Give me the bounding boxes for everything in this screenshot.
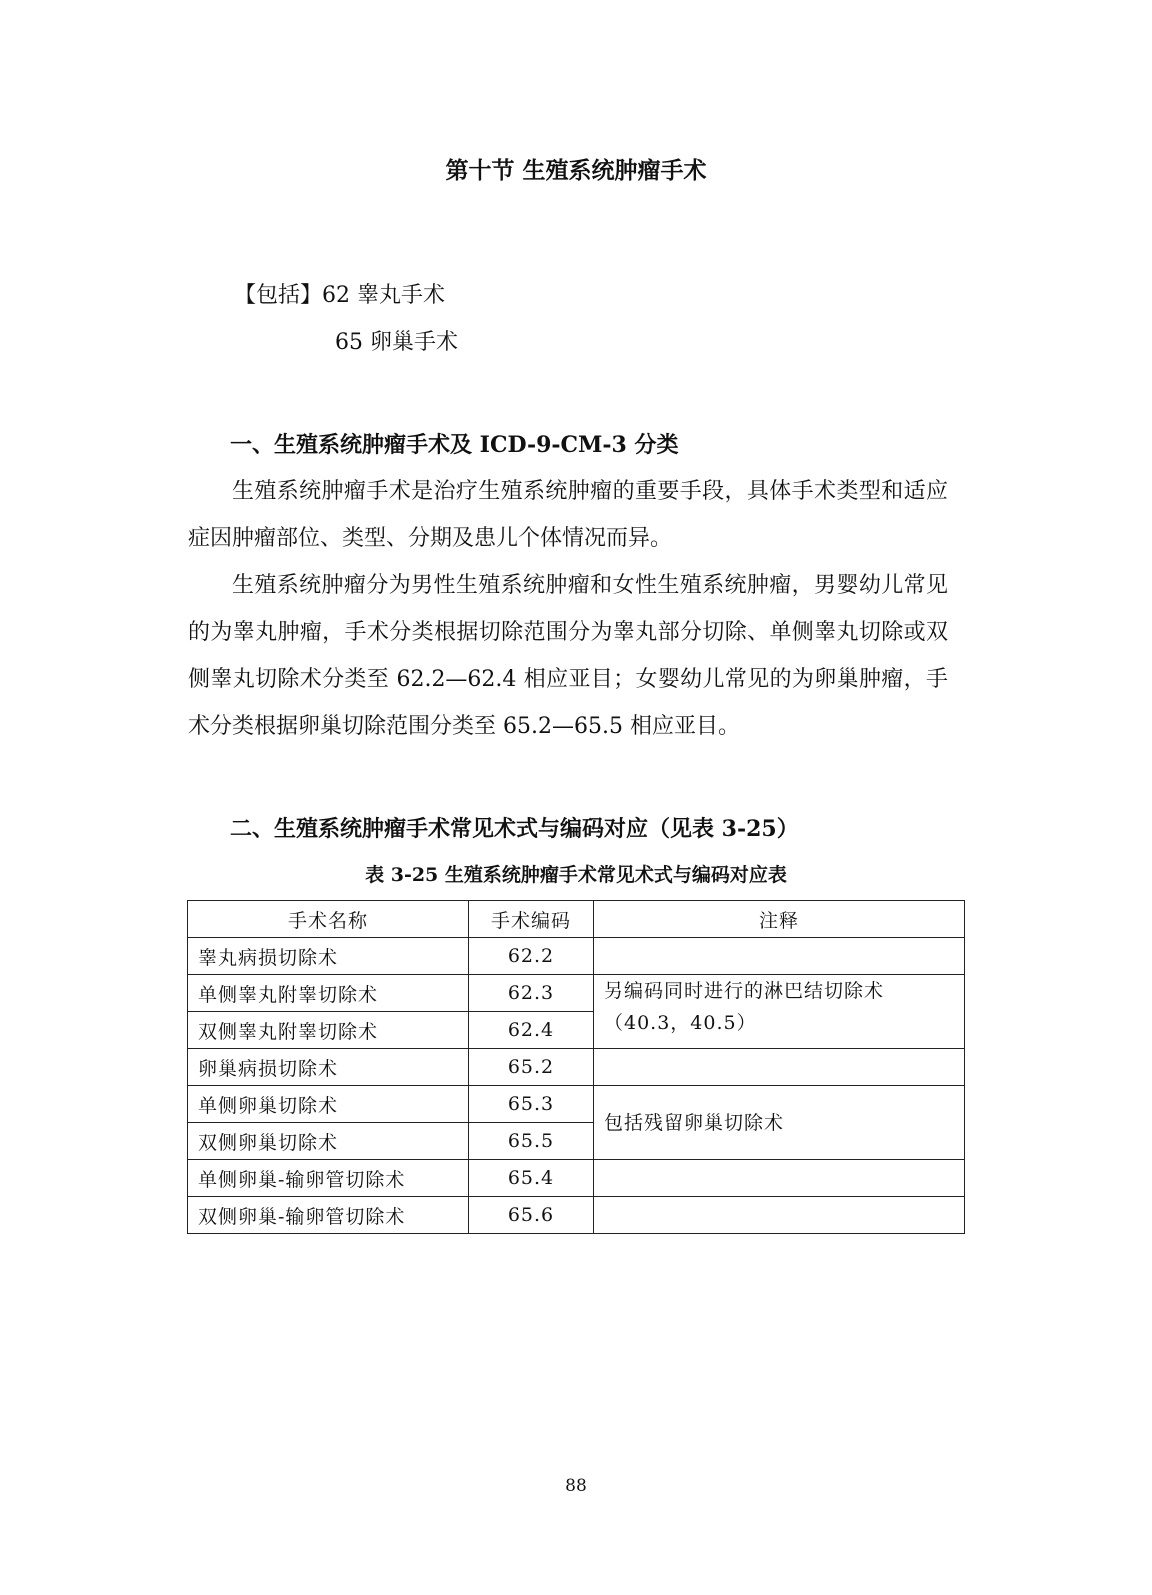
- procedure-code: 65.5: [469, 1123, 594, 1160]
- table-row: [188, 1086, 965, 1123]
- section-1-paragraph-1: 生殖系统肿瘤手术是治疗生殖系统肿瘤的重要手段，具体手术类型和适应症因肿瘤部位、类型、分期及患儿个体情况而异。: [188, 479, 948, 551]
- page-title: 第十节 生殖系统肿瘤手术: [445, 157, 707, 184]
- procedure-code: 62.2: [469, 938, 594, 975]
- note-cell-empty: [594, 938, 965, 975]
- procedure-name: 单侧睾丸附睾切除术: [188, 975, 469, 1012]
- procedure-code: 62.3: [469, 975, 594, 1012]
- table-caption: 表 3-25 生殖系统肿瘤手术常见术式与编码对应表: [365, 864, 787, 886]
- procedure-code-table: [187, 900, 965, 1234]
- procedure-code: 62.4: [469, 1012, 594, 1049]
- header-note: 注释: [594, 901, 965, 938]
- header-procedure-code: 手术编码: [469, 901, 594, 938]
- procedure-name: 卵巢病损切除术: [188, 1049, 469, 1086]
- table-row: [188, 975, 965, 1012]
- table-header-row: [188, 901, 965, 938]
- procedure-name: 单侧卵巢切除术: [188, 1086, 469, 1123]
- header-procedure-name: 手术名称: [188, 901, 469, 938]
- procedure-name: 双侧卵巢切除术: [188, 1123, 469, 1160]
- includes-line-2: 65 卵巢手术: [335, 330, 458, 355]
- procedure-name: 双侧卵巢-输卵管切除术: [188, 1197, 469, 1234]
- procedure-code: 65.2: [469, 1049, 594, 1086]
- procedure-name: 睾丸病损切除术: [188, 938, 469, 975]
- note-cell-empty: [594, 1160, 965, 1197]
- note-lymph-node: 另编码同时进行的淋巴结切除术（40.3，40.5）: [594, 975, 965, 1049]
- procedure-code: 65.3: [469, 1086, 594, 1123]
- note-cell-empty: [594, 1049, 965, 1086]
- section-1-paragraph-2: 生殖系统肿瘤分为男性生殖系统肿瘤和女性生殖系统肿瘤，男婴幼儿常见的为睾丸肿瘤，手术分类根据切除范围分为睾丸部分切除、单侧睾丸切除或双侧睾丸切除术分类至 62.2—62.4 相应亚目；女婴幼儿常见的为卵巢肿瘤，手术分类根据卵巢切除范围分类至 65.2—65.5 相应亚目。: [188, 573, 948, 739]
- procedure-name: 单侧卵巢-输卵管切除术: [188, 1160, 469, 1197]
- table-row: [188, 1197, 965, 1234]
- section-1-heading: 一、生殖系统肿瘤手术及 ICD-9-CM-3 分类: [230, 432, 679, 458]
- procedure-code: 65.6: [469, 1197, 594, 1234]
- note-cell-empty: [594, 1197, 965, 1234]
- includes-line-1: 【包括】62 睾丸手术: [234, 283, 445, 308]
- table-row: [188, 938, 965, 975]
- table-row: [188, 1160, 965, 1197]
- note-residual-ovary: 包括残留卵巢切除术: [594, 1086, 965, 1160]
- section-2-heading: 二、生殖系统肿瘤手术常见术式与编码对应（见表 3-25）: [230, 816, 799, 842]
- procedure-code: 65.4: [469, 1160, 594, 1197]
- page-number: 88: [565, 1476, 587, 1496]
- table-row: [188, 1049, 965, 1086]
- procedure-name: 双侧睾丸附睾切除术: [188, 1012, 469, 1049]
